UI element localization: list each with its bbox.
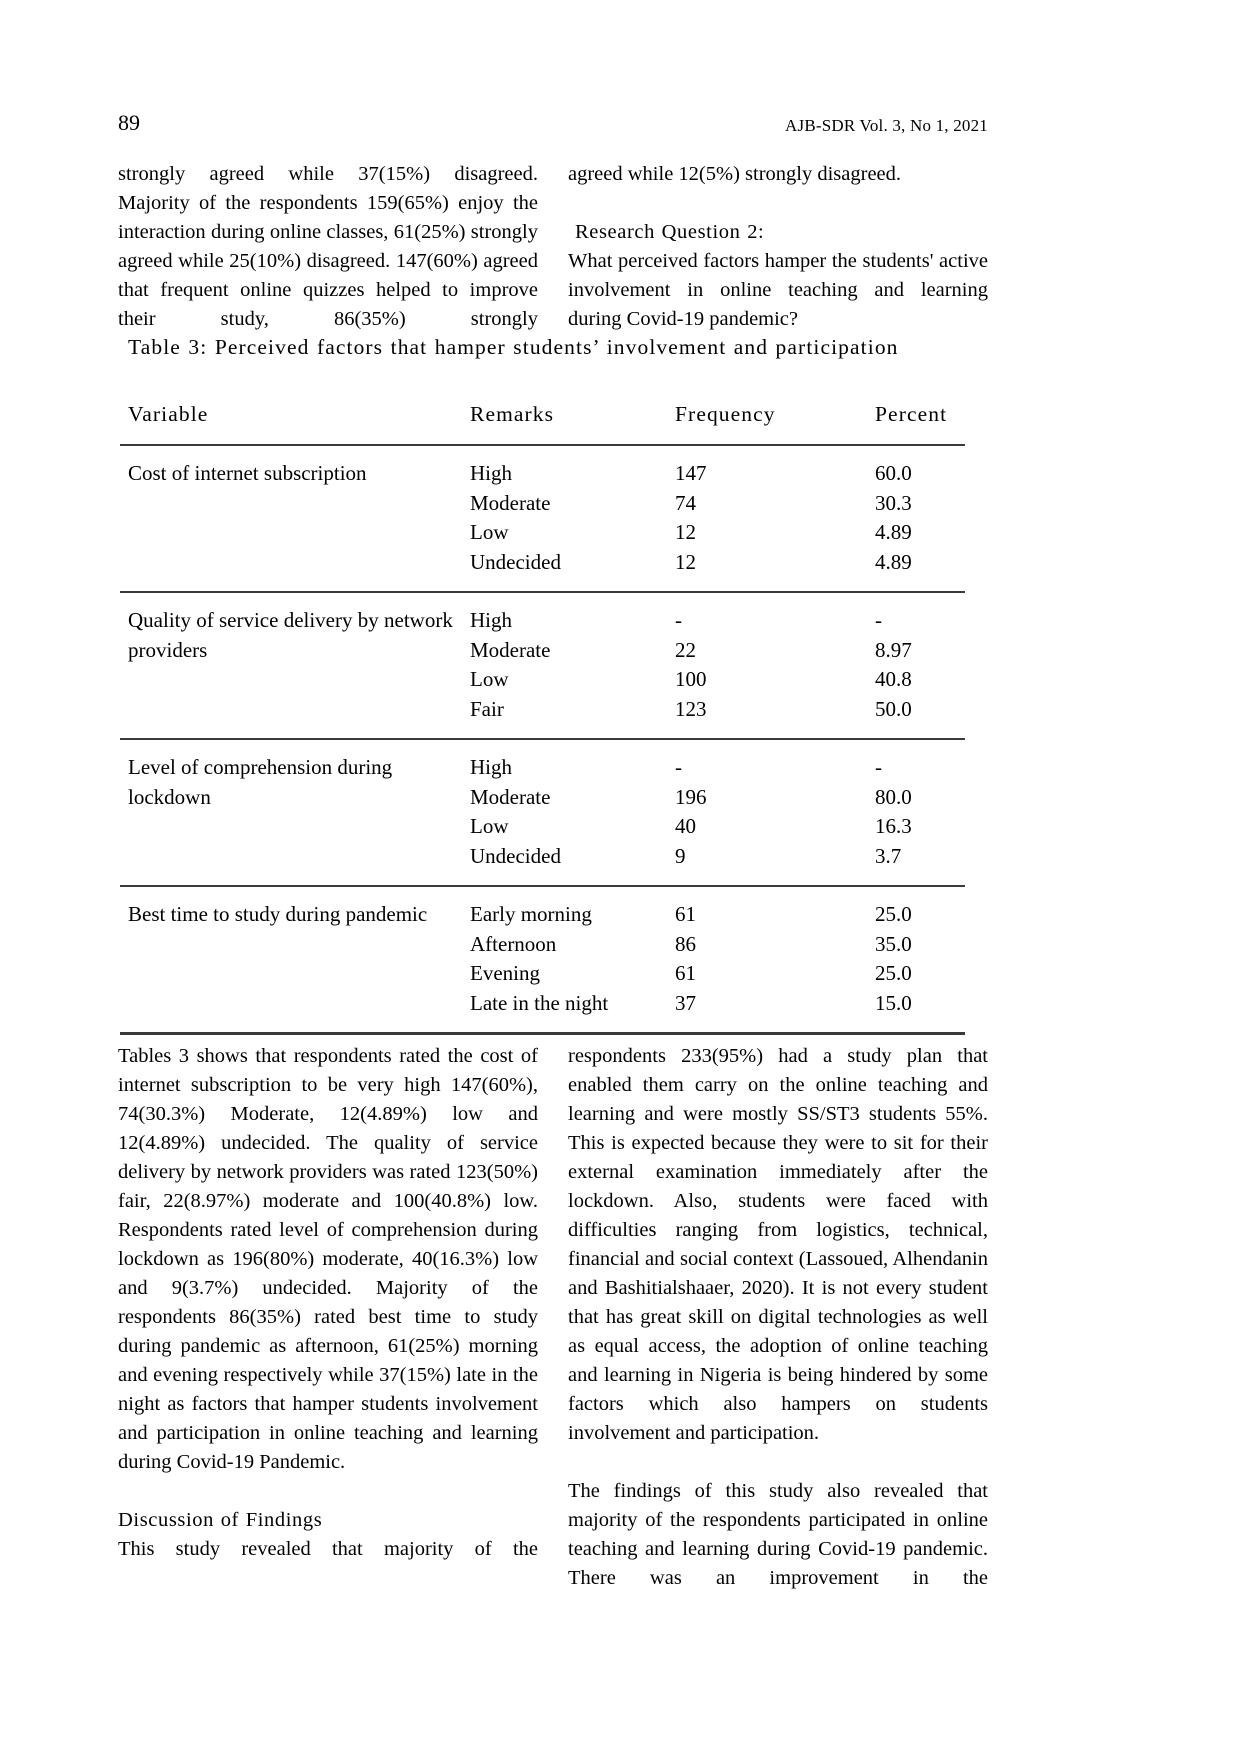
table-cell: 30.3 <box>875 490 912 515</box>
table-cell: 22 <box>675 637 696 662</box>
table-title: Table 3: Perceived factors that hamper students’ involvement and participation <box>128 335 899 359</box>
discussion-left-column <box>118 1042 538 1593</box>
discussion-left-paragraph-1: Tables 3 shows that respondents rated the cost of internet subscription to be very high 147(60%), 74(30.3%) Moderate, 12(4.89%) low and 12(4.89%) undecided. The quality of service delivery by network providers was rated 123(50%) fair, 22(8.97%) moderate and 100(40.8%) low. Respondents rated level of comprehension during lockdown as 196(80%) moderate, 40(16.3%) low and 9(3.7%) undecided. Majority of the respondents 86(35%) rated best time to study during pandemic as afternoon, 61(25%) morning and evening respectively while 37(15%) late in the night as factors that hamper students involvement and participation in online teaching and learning during Covid-19 Pandemic. <box>118 1045 538 1473</box>
table-frequency-column <box>675 753 875 871</box>
table-cell: 50.0 <box>875 696 912 721</box>
table-section-quality-of-service <box>120 593 965 740</box>
table-section-cost-of-internet <box>120 446 965 593</box>
table-percent-column <box>875 606 965 724</box>
intro-left-column <box>118 160 538 334</box>
table-cell: Moderate <box>470 637 551 662</box>
table-cell: 25.0 <box>875 902 912 926</box>
table-cell: 25.0 <box>875 961 912 985</box>
table-3 <box>120 333 965 1035</box>
table-cell: 100 <box>675 667 707 691</box>
table-cell: 35.0 <box>875 931 912 956</box>
table-variable: Cost of internet subscription <box>128 461 367 485</box>
table-frequency-column <box>675 900 875 1018</box>
table-header-row <box>120 400 965 446</box>
intro-right-column <box>568 160 988 334</box>
table-cell: 40 <box>675 814 696 838</box>
intro-right-paragraph-1: agreed while 12(5%) strongly disagreed. <box>568 163 902 185</box>
table-cell: Undecided <box>470 843 561 868</box>
table-percent-column <box>875 900 965 1018</box>
table-cell: Moderate <box>470 490 551 515</box>
table-cell: - <box>675 755 682 779</box>
table-cell: Undecided <box>470 549 561 574</box>
page-number: 89 <box>118 110 140 135</box>
table-percent-column <box>875 459 965 577</box>
table-cell: 15.0 <box>875 990 912 1015</box>
table-column-header-variable: Variable <box>128 402 209 426</box>
table-remarks-column <box>470 606 675 724</box>
table-cell: High <box>470 608 512 632</box>
table-cell: 123 <box>675 696 707 721</box>
discussion-heading: Discussion of Findings <box>118 1509 323 1531</box>
table-cell: 4.89 <box>875 549 912 574</box>
discussion-right-paragraph-2: The findings of this study also revealed that majority of the respondents participated in online teaching and learning during Covid-19 pandemic. There was an improvement in the <box>568 1480 988 1589</box>
table-cell: 80.0 <box>875 784 912 809</box>
table-cell: Low <box>470 814 509 838</box>
table-section-level-of-comprehension <box>120 740 965 887</box>
research-question-heading: Research Question 2: <box>575 221 765 243</box>
table-cell: Afternoon <box>470 931 557 956</box>
table-cell: Fair <box>470 696 504 721</box>
table-cell: 8.97 <box>875 637 912 662</box>
table-cell: Early morning <box>470 902 592 926</box>
research-question-text: What perceived factors hamper the students' active involvement in online teaching and learning during Covid-19 pandemic? <box>568 250 988 330</box>
table-cell: 61 <box>675 961 696 985</box>
table-cell: 12 <box>675 520 696 544</box>
table-column-header-remarks: Remarks <box>470 402 555 426</box>
journal-header: AJB-SDR Vol. 3, No 1, 2021 <box>785 116 988 135</box>
table-cell: 147 <box>675 461 707 485</box>
table-variable: Level of comprehension during lockdown <box>128 755 393 809</box>
table-cell: 74 <box>675 490 696 515</box>
table-cell: 12 <box>675 549 696 574</box>
table-cell: 37 <box>675 990 696 1015</box>
table-column-header-frequency: Frequency <box>675 402 776 426</box>
intro-section <box>118 160 988 334</box>
discussion-right-paragraph-1: respondents 233(95%) had a study plan that enabled them carry on the online teaching and learning and were mostly SS/ST3 students 55%. This is expected because they were to sit for their external examination immediately after the lockdown. Also, students were faced with difficulties ranging from logistics, technical, financial and social context (Lassoued, Alhendanin and Bashitialshaaer, 2020). It is not every student that has great skill on digital technologies as well as equal access, the adoption of online teaching and learning in Nigeria is being hindered by some factors which also hampers on students involvement and participation. <box>568 1045 988 1444</box>
table-cell: - <box>675 608 682 632</box>
table-remarks-column <box>470 753 675 871</box>
table-cell: Moderate <box>470 784 551 809</box>
table-cell: 196 <box>675 784 707 809</box>
table-remarks-column <box>470 900 675 1018</box>
table-cell: 60.0 <box>875 461 912 485</box>
table-cell: Low <box>470 667 509 691</box>
table-cell: High <box>470 755 512 779</box>
table-cell: 4.89 <box>875 520 912 544</box>
intro-left-paragraph: strongly agreed while 37(15%) disagreed. Majority of the respondents 159(65%) enjoy the interaction during online classes, 61(25%) strongly agreed while 25(10%) disagreed. 147(60%) agreed that frequent online quizzes helped to improve their study, 86(35%) strongly <box>118 163 538 330</box>
table-cell: 61 <box>675 902 696 926</box>
table-column-header-percent: Percent <box>875 402 948 426</box>
table-cell: 16.3 <box>875 814 912 838</box>
table-variable: Quality of service delivery by network providers <box>128 608 453 662</box>
table-variable: Best time to study during pandemic <box>128 902 428 926</box>
table-frequency-column <box>675 459 875 577</box>
table-cell: 9 <box>675 843 686 868</box>
table-cell: Low <box>470 520 509 544</box>
table-section-best-time-to-study <box>120 887 965 1035</box>
table-cell: - <box>875 755 882 779</box>
discussion-left-paragraph-2: This study revealed that majority of the <box>118 1538 538 1560</box>
table-percent-column <box>875 753 965 871</box>
table-cell: 86 <box>675 931 696 956</box>
table-frequency-column <box>675 606 875 724</box>
table-remarks-column <box>470 459 675 577</box>
table-cell: High <box>470 461 512 485</box>
table-cell: - <box>875 608 882 632</box>
table-cell: Evening <box>470 961 540 985</box>
table-cell: Late in the night <box>470 990 609 1015</box>
discussion-right-column <box>568 1042 988 1593</box>
table-cell: 40.8 <box>875 667 912 691</box>
table-cell: 3.7 <box>875 843 902 868</box>
discussion-section <box>118 1042 988 1593</box>
